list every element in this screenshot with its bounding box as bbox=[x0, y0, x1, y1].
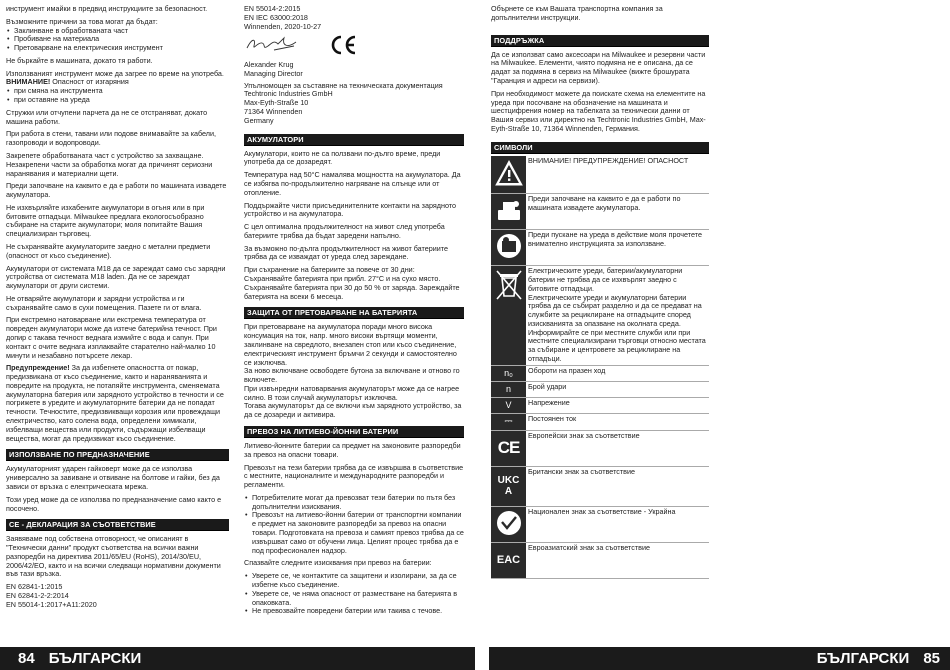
paragraph: Превозът на тези батерии трябва да се извършва в съответствие с местните, националните и международните разпоредби и регламенти. bbox=[244, 462, 464, 490]
authorized-text: Упълномощен за съставяне на техническата документация bbox=[244, 80, 443, 90]
ce-icon: CE bbox=[491, 430, 526, 466]
ua-icon bbox=[491, 506, 526, 542]
paragraph: Акумулатори, които не са ползвани по-дълго време, преди употреба да се дозаредят. bbox=[244, 148, 441, 167]
symbol-text: Британски знак за съответствие bbox=[526, 466, 709, 506]
section-header: CE - ДЕКЛАРАЦИЯ ЗА СЪОТВЕТСТВИЕ bbox=[6, 519, 229, 531]
read-manual-icon bbox=[491, 230, 526, 266]
paragraph: Температура над 50°C намалява мощността на акумулатора. Да се избягва по-продължително нагряване на слънце или от отопление. bbox=[244, 170, 461, 197]
symbol-text: Преди пускане на уреда в действие моля прочетете внимателно инструкцията за използване. bbox=[526, 230, 709, 266]
paragraph: Акумулаторният ударен гайковерт може да се използва универсално за завиване и отвиване на болтове и гайки, без да зависи от връзка с електрическата мрежа. bbox=[6, 464, 220, 491]
section-header: АКУМУЛАТОРИ bbox=[244, 134, 464, 146]
language-label: БЪЛГАРСКИ bbox=[48, 650, 142, 667]
address-line: Germany bbox=[244, 115, 274, 125]
paragraph: При екстремно натоварване или екстремна температура от повреден акумулатори може да изтече батерийна течност. При допир с такава течност веднага измийте с вода и сапун. При контакт с очите веднага изплаквайте старателно най-малко 10 минути и незабавно потърсете лекар. bbox=[6, 315, 217, 360]
paragraph: Преди започване на каквито е да е работи по машината извадете акумулатора. bbox=[6, 181, 227, 200]
table-row bbox=[491, 365, 709, 381]
list-item: • Уверете се, че контактите са защитени и изолирани, за да се избегне късо съединение. bbox=[244, 572, 464, 590]
paragraph: При извънредни натоварвания акумулаторът може да се нагрее силно. В този случай акумулаторът изключва. bbox=[244, 383, 460, 402]
symbol-text: Европейски знак за съответствие bbox=[526, 430, 709, 466]
paragraph: Не съхранявайте акумулаторите заедно с метални предмети (опасност от късо съединение). bbox=[6, 241, 211, 260]
paragraph: Не бъркайте в машината, докато тя работи. bbox=[6, 55, 153, 65]
paragraph: Стружки или отчупени парчета да не се отстраняват, докато машина работи. bbox=[6, 107, 208, 126]
requirements-list bbox=[244, 572, 464, 616]
symbol-text: Национален знак за съответствие - Украйна bbox=[526, 506, 709, 542]
paragraph: С цел оптимална продължителност на живот след употреба батериите трябва да бъдат заредени напълно. bbox=[244, 222, 445, 240]
language-label: БЪЛГАРСКИ bbox=[816, 650, 910, 667]
section-header: ПОДДРЪЖКА bbox=[491, 35, 709, 47]
table-row bbox=[491, 156, 709, 194]
symbol-text: Постоянен ток bbox=[526, 413, 709, 430]
symbol-text: ВНИМАНИЕ! ПРЕДУПРЕЖДЕНИЕ! ОПАСНОСТ bbox=[526, 156, 709, 194]
section-header: ЗАЩИТА ОТ ПРЕТОВАРВАНЕ НА БАТЕРИЯТА bbox=[244, 307, 464, 319]
list-item: • при оставяне на уреда bbox=[6, 96, 229, 105]
symbol-text: Напрежение bbox=[526, 397, 709, 413]
warning-icon bbox=[491, 156, 526, 194]
signer-title: Managing Director bbox=[244, 68, 303, 78]
table-row bbox=[491, 413, 709, 430]
list-item: • Превозът на литиево-йонни батерии от транспортни компании е предмет на законовите разпоредби за превоз на опасни товари. Подготовката на превоза и самият превоз трябва да се извършват само от обучени лица. Целият процес трябва да е под професионален надзор. bbox=[244, 511, 464, 555]
paragraph: За ново включване освободете бутона за включване и отново го включете. bbox=[244, 366, 460, 385]
paragraph: Не изхвърляйте изхабените акумулатори в огъня или в при битовите отпадъци. Milwaukee предлага екологосъобразно събиране на старите акумулатори; моля попитайте Вашия специализиран търговец. bbox=[6, 202, 205, 239]
table-row bbox=[491, 466, 709, 506]
list-item: • Не превозвайте повредени батерии или такива с течове. bbox=[244, 607, 464, 616]
left-column bbox=[6, 5, 229, 610]
warning-label: ВНИМАНИЕ! bbox=[6, 77, 51, 87]
standard: EN 55014-2:2015 bbox=[244, 4, 301, 13]
table-row bbox=[491, 194, 709, 230]
section-header: ИЗПОЛЗВАНЕ ПО ПРЕДНАЗНАЧЕНИЕ bbox=[6, 449, 229, 461]
list-item: • Пробиване на материала bbox=[6, 35, 229, 44]
warning-paragraph bbox=[6, 364, 229, 443]
v-icon: V bbox=[491, 397, 526, 413]
ce-mark-icon bbox=[330, 34, 358, 56]
signature-icon bbox=[244, 34, 304, 56]
dc-icon: ⎓ bbox=[491, 413, 526, 430]
paragraph: Да се използват само аксесоари на Milwaukee и резервни части на Milwaukee. Елементи, чиято подмяна не е описана, да се дадат за подмяна в сервиз на Milwaukee (вижте брошурата "Гаранция и адреси на сервизи). bbox=[491, 49, 706, 85]
paragraph: инструмент имайки в предвид инструкциите за безопасност. bbox=[6, 4, 208, 13]
right-column bbox=[491, 5, 709, 579]
paragraph: Не отваряйте акумулатори и зарядни устройства и ги съхранявайте само в сухи помещения. Пазете ги от влага. bbox=[6, 293, 202, 312]
address-line: Techtronic Industries GmbH bbox=[244, 89, 333, 99]
address-line: 71364 Winnenden bbox=[244, 107, 303, 117]
paragraph: Поддържайте чисти присъединителните контакти на зарядното устройство и на акумулатора. bbox=[244, 200, 456, 219]
symbol-text: Брой удари bbox=[526, 381, 709, 397]
n0-icon: n₀ bbox=[491, 365, 526, 381]
section-header: СИМВОЛИ bbox=[491, 142, 709, 154]
cause-list bbox=[6, 27, 229, 53]
page-number: 84 bbox=[18, 650, 35, 667]
section-header: ПРЕВОЗ НА ЛИТИЕВО-ЙОННИ БАТЕРИИ bbox=[244, 426, 464, 438]
symbol-text: Евроазиатский знак за съответствие bbox=[526, 542, 709, 578]
footer-left bbox=[0, 647, 475, 670]
middle-column bbox=[244, 5, 464, 620]
eac-icon: EAC bbox=[491, 542, 526, 578]
table-row bbox=[491, 230, 709, 266]
paragraph: Този уред може да се използва по предназначение само както е посочено. bbox=[6, 494, 222, 513]
signer-name: Alexander Krug bbox=[244, 60, 294, 70]
paragraph: Закрепете обработваната част с устройство за захващане. Незакрепени части за обработка могат да причинят сериозни наранявания и материални щети. bbox=[6, 150, 213, 178]
paragraph: При претоварване на акумулатора поради много висока консумация на ток, напр. много високи въртящи моменти, заклинване на свредлото, внезапен стоп или късо съединение, електрическият инструмент бръмчи 2 секунди и самостоятелно се изключва. bbox=[244, 322, 457, 367]
remove-battery-icon bbox=[491, 194, 526, 230]
signature-block bbox=[244, 32, 464, 78]
weee-bin-icon bbox=[491, 266, 526, 366]
list-item: • Заклинване в обработваната част bbox=[6, 27, 229, 36]
list-item: • Потребителите могат да превозват тези батерии по пътя без допълнителни изисквания. bbox=[244, 494, 464, 512]
table-row bbox=[491, 506, 709, 542]
table-row bbox=[491, 397, 709, 413]
paragraph: Обърнете се към Вашата транспортна компания за допълнителни инструкции. bbox=[491, 4, 663, 22]
paragraph: При необходимост можете да поискате схема на елементите на уреда при посочване на обозначение на машината и шестцифрения номер на табелката за технически данни от Вашия сервиз или директно на Techtronic Industries GmbH, Max-Eyth-Straße 10, 71364 Winnenden, Германия. bbox=[491, 88, 706, 133]
paragraph: Тогава акумулаторът да се включи към зарядното устройство, за да се дозареди и активира. bbox=[244, 401, 462, 420]
symbol-text: Преди започване на каквито е да е работи по машината извадете акумулатора. bbox=[526, 194, 709, 230]
n-icon: n bbox=[491, 381, 526, 397]
list-item: • при смяна на инструмента bbox=[6, 87, 229, 96]
address-line: Max-Eyth-Straße 10 bbox=[244, 98, 309, 108]
paragraph: Литиево-йонните батерии са предмет на законовите разпоредби за превоз на опасни товари. bbox=[244, 441, 461, 459]
list-item: • Уверете се, че няма опасност от разместване на батерията в опаковката. bbox=[244, 590, 464, 608]
paragraph: При работа в стени, тавани или подове внимавайте за кабели, газопроводи и водопроводи. bbox=[6, 129, 217, 148]
table-row bbox=[491, 430, 709, 466]
place-date: Winnenden, 2020-10-27 bbox=[244, 21, 322, 31]
standard: EN IEC 63000:2018 bbox=[244, 12, 308, 22]
symbol-text: Електрическите уреди, батерии/акумулаторни батерии не трябва да се изхвърлят заедно с битовите отпадъци. Електрическите уреди и акумулаторни батерии трябва да се събират разделно и да се предават на службите за рециклиране на отпадъците според изискванията за опазване на околната среда. Информирайте се при местните служби или при местните специализирани търговци относно местата за събиране и центровете за рециклиране на отпадъци. bbox=[526, 266, 709, 366]
paragraph: Акумулатори от системата M18 да се зареждат само със зарядни устройства от системата M18 laden. Да не се зареждат акумулатори от други системи. bbox=[6, 263, 226, 291]
paragraph: Възможните причини за това могат да бъдат: bbox=[6, 16, 158, 26]
ukca-icon: UKCA bbox=[491, 466, 526, 506]
paragraph: Заявяваме под собствена отговорност, че описаният в "Технически данни" продукт съответства на всички важни разпоредби на директива 2011/65/EU (RoHS), 2014/30/EU, 2006/42/EO, както и на всички следващи нормативни документи във тази връзка. bbox=[6, 534, 221, 579]
footer-right bbox=[489, 647, 950, 670]
paragraph: Използваният инструмент може да загрее по време на употреба. bbox=[6, 68, 224, 78]
warning-text: За да избегнете опасността от пожар, предизвикана от късо съединение, както и нараняванията и повредите на продукта, не потапяйте инструмента, сменяемата акумулаторна батерия или зарядното устройство в течности и се погрижете в уредите и акумулаторните батерии да не попадат течности. Течностите, предизвикващи корозия или провеждащи електричество, като солена вода, определени химикали, избелващи вещества или продукти, съдържащи избелващи вещества, могат да предизвикат късо съединение. bbox=[6, 363, 224, 443]
table-row bbox=[491, 266, 709, 366]
standard: EN 55014-1:2017+A11:2020 bbox=[6, 599, 97, 609]
burn-list bbox=[6, 87, 229, 105]
paragraph: Спазвайте следните изисквания при превоз на батерии: bbox=[244, 558, 432, 568]
table-row bbox=[491, 542, 709, 578]
paragraph: За възможно по-дълга продължителност на живот батериите трябва да се изваждат от уреда след зареждане. bbox=[244, 243, 448, 262]
table-row bbox=[491, 381, 709, 397]
symbols-table bbox=[491, 156, 709, 579]
symbol-text: Обороти на празен ход bbox=[526, 365, 709, 381]
paragraph: При съхранение на батериите за повече от 30 дни: Съхранявайте батерията при прибл. 27°C и на сухо място. Съхранявайте батерията при 30 до 50 % от заряда. Зареждайте батерията на всеки 6 месеца. bbox=[244, 265, 460, 301]
transport-list bbox=[244, 494, 464, 555]
standard: EN 62841-1:2015 bbox=[6, 582, 63, 592]
warning-label: Предупреждение! bbox=[6, 363, 70, 373]
page-number: 85 bbox=[923, 650, 940, 667]
warning-text: Опасност от изгаряния bbox=[50, 77, 129, 87]
standard: EN 62841-2-2:2014 bbox=[6, 591, 69, 601]
list-item: • Претоварване на електрическия инструмент bbox=[6, 44, 229, 53]
